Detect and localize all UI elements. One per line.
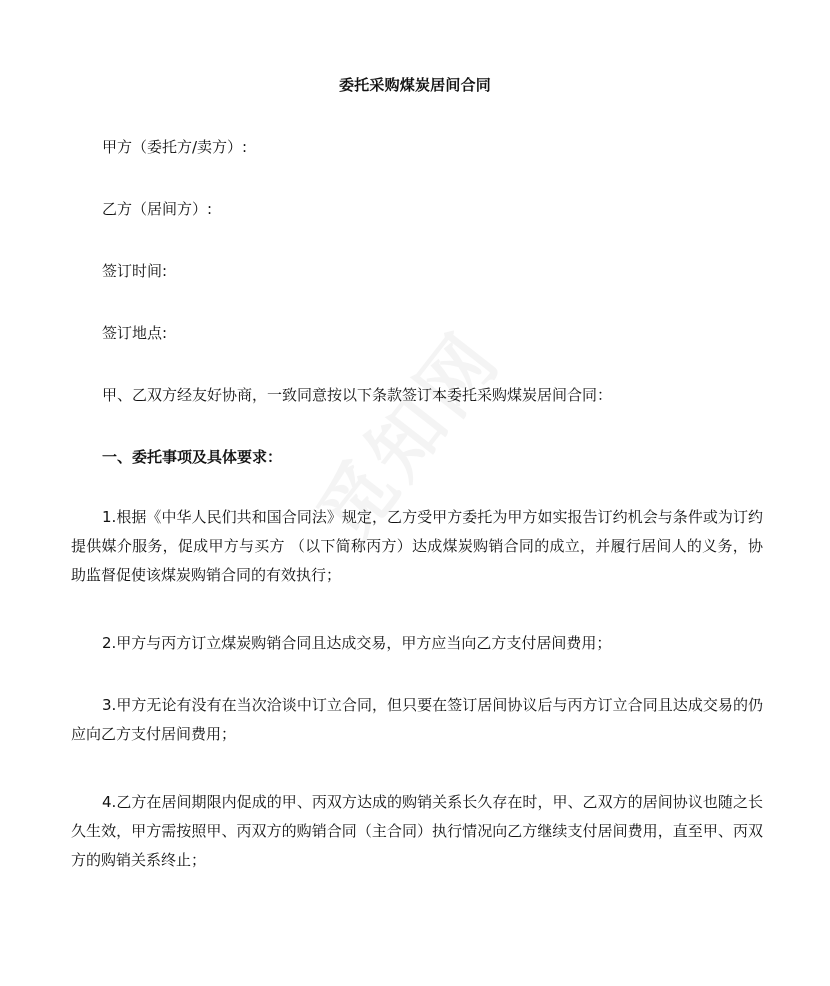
clause-4: 4.乙方在居间期限内促成的甲、丙双方达成的购销关系长久存在时，甲、乙双方的居间协议也随之长久生效，甲方需按照甲、丙双方的购销合同（主合同）执行情况向乙方继续支付居间费用，直至甲、丙双方的购销关系终止； [71, 793, 763, 869]
sign-time-line: 签订时间: [102, 262, 168, 280]
clause-1: 1.根据《中华人民们共和国合同法》规定，乙方受甲方委托为甲方如实报告订约机会与条件或为订约提供媒介服务，促成甲方与买方 （以下简称丙方）达成煤炭购销合同的成立，并履行居间人的义务，协助监督促使该煤炭购销合同的有效执行； [71, 508, 763, 584]
party-a-line: 甲方（委托方/卖方）: [102, 138, 248, 156]
party-b-line: 乙方（居间方）: [102, 200, 213, 218]
document-title: 委托采购煤炭居间合同 [338, 76, 491, 94]
sign-place-line: 签订地点: [102, 324, 168, 342]
clause-2: 2.甲方与丙方订立煤炭购销合同且达成交易，甲方应当向乙方支付居间费用； [102, 634, 612, 652]
intro-paragraph: 甲、乙双方经友好协商，一致同意按以下条款签订本委托采购煤炭居间合同： [102, 386, 613, 404]
clause-3: 3.甲方无论有没有在当次洽谈中订立合同，但只要在签订居间协议后与丙方订立合同且达成交易的仍应向乙方支付居间费用； [71, 696, 763, 743]
section-heading: 一、委托事项及具体要求： [102, 448, 283, 466]
